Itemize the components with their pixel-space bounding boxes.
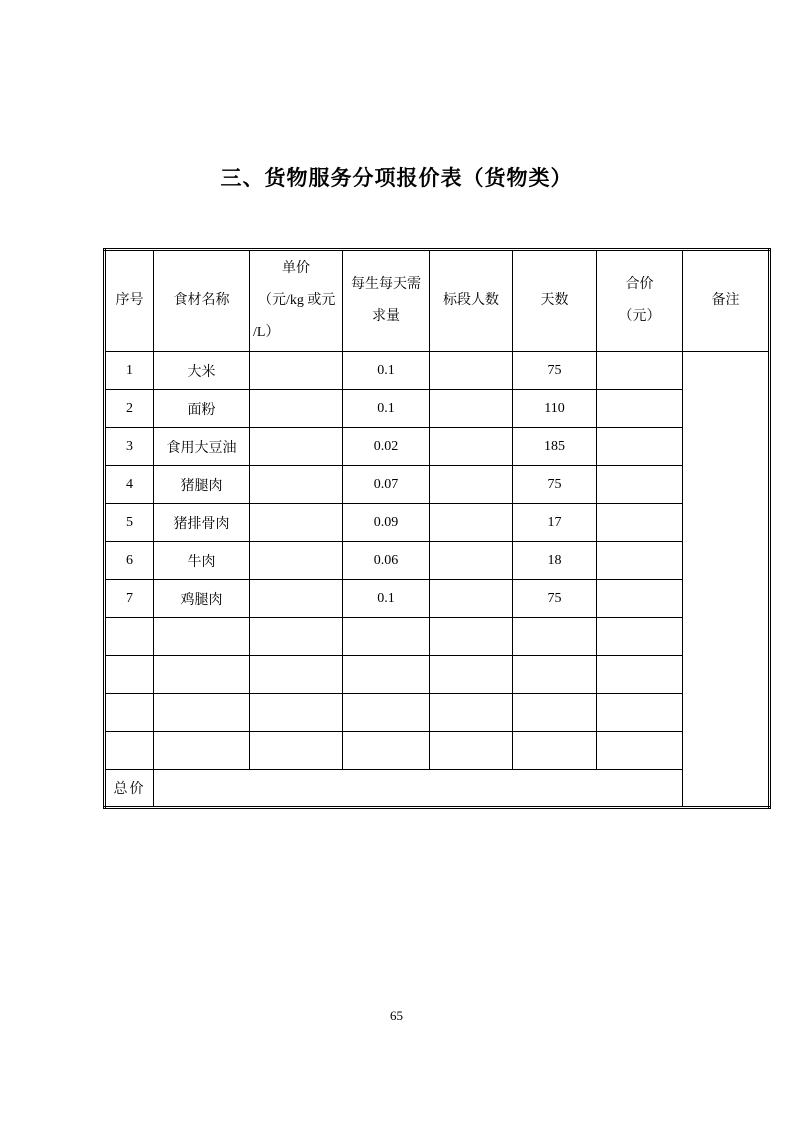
cell-unit-price bbox=[250, 580, 343, 618]
header-label-line: （元/kg 或元 bbox=[258, 293, 336, 308]
cell-demand bbox=[343, 656, 430, 694]
col-header-remark bbox=[683, 250, 770, 352]
cell-demand: 0.09 bbox=[343, 504, 430, 542]
cell-total bbox=[597, 352, 683, 390]
cell-no: 6 bbox=[105, 542, 154, 580]
cell-demand: 0.02 bbox=[343, 428, 430, 466]
cell-total bbox=[597, 466, 683, 504]
cell-demand bbox=[343, 694, 430, 732]
cell-people bbox=[430, 428, 513, 466]
cell-total bbox=[597, 618, 683, 656]
header-label-line: （元） bbox=[618, 309, 661, 324]
cell-name: 食用大豆油 bbox=[154, 428, 250, 466]
cell-demand: 0.06 bbox=[343, 542, 430, 580]
cell-unit-price bbox=[250, 504, 343, 542]
cell-people bbox=[430, 390, 513, 428]
cell-days bbox=[513, 732, 597, 770]
header-label: 备注 bbox=[711, 293, 740, 308]
col-header-unit-price bbox=[250, 250, 343, 352]
cell-no: 1 bbox=[105, 352, 154, 390]
cell-people bbox=[430, 656, 513, 694]
cell-unit-price bbox=[250, 352, 343, 390]
cell-unit-price bbox=[250, 390, 343, 428]
cell-total bbox=[597, 732, 683, 770]
col-header-total bbox=[597, 250, 683, 352]
cell-people bbox=[430, 352, 513, 390]
cell-unit-price bbox=[250, 656, 343, 694]
cell-demand: 0.1 bbox=[343, 352, 430, 390]
cell-no: 3 bbox=[105, 428, 154, 466]
cell-days: 18 bbox=[513, 542, 597, 580]
header-label: 天数 bbox=[540, 293, 569, 308]
cell-unit-price bbox=[250, 466, 343, 504]
col-header-people bbox=[430, 250, 513, 352]
cell-remark-merged bbox=[683, 352, 770, 808]
cell-days bbox=[513, 656, 597, 694]
cell-total bbox=[597, 390, 683, 428]
total-row bbox=[105, 770, 770, 808]
cell-people bbox=[430, 466, 513, 504]
table-row bbox=[105, 428, 770, 466]
cell-name bbox=[154, 656, 250, 694]
header-label: 标段人数 bbox=[443, 293, 499, 308]
cell-days: 185 bbox=[513, 428, 597, 466]
table-row bbox=[105, 694, 770, 732]
cell-name: 鸡腿肉 bbox=[154, 580, 250, 618]
cell-unit-price bbox=[250, 428, 343, 466]
header-label-line: 求量 bbox=[372, 309, 400, 324]
cell-demand bbox=[343, 732, 430, 770]
cell-days bbox=[513, 618, 597, 656]
cell-unit-price bbox=[250, 694, 343, 732]
cell-name bbox=[154, 618, 250, 656]
cell-unit-price bbox=[250, 542, 343, 580]
cell-name: 牛肉 bbox=[154, 542, 250, 580]
header-label: 食材名称 bbox=[173, 293, 230, 308]
cell-no: 2 bbox=[105, 390, 154, 428]
page-number: 65 bbox=[390, 1008, 403, 1023]
header-row bbox=[105, 250, 770, 352]
cell-people bbox=[430, 542, 513, 580]
cell-people bbox=[430, 504, 513, 542]
cell-total bbox=[597, 656, 683, 694]
col-header-days bbox=[513, 250, 597, 352]
table-row bbox=[105, 618, 770, 656]
table-header bbox=[105, 250, 770, 352]
cell-no: 7 bbox=[105, 580, 154, 618]
cell-days: 110 bbox=[513, 390, 597, 428]
header-label-line: /L） bbox=[253, 325, 280, 340]
header-label-line: 单价 bbox=[282, 261, 310, 276]
cell-name: 大米 bbox=[154, 352, 250, 390]
cell-total bbox=[597, 504, 683, 542]
cell-no bbox=[105, 656, 154, 694]
cell-people bbox=[430, 694, 513, 732]
table-body bbox=[105, 352, 770, 808]
cell-no bbox=[105, 694, 154, 732]
cell-people bbox=[430, 732, 513, 770]
table-row bbox=[105, 656, 770, 694]
table-row bbox=[105, 732, 770, 770]
price-table bbox=[103, 248, 771, 809]
cell-unit-price bbox=[250, 732, 343, 770]
cell-total bbox=[597, 694, 683, 732]
total-value-cell bbox=[154, 770, 683, 808]
cell-total bbox=[597, 428, 683, 466]
cell-name bbox=[154, 694, 250, 732]
header-label: 序号 bbox=[115, 293, 144, 308]
cell-name: 猪腿肉 bbox=[154, 466, 250, 504]
total-label-cell: 总价 bbox=[105, 770, 154, 808]
cell-demand: 0.1 bbox=[343, 390, 430, 428]
table-row bbox=[105, 504, 770, 542]
cell-no bbox=[105, 618, 154, 656]
table-row bbox=[105, 580, 770, 618]
cell-people bbox=[430, 580, 513, 618]
col-header-no bbox=[105, 250, 154, 352]
cell-no: 5 bbox=[105, 504, 154, 542]
cell-total bbox=[597, 580, 683, 618]
cell-demand bbox=[343, 618, 430, 656]
table-row bbox=[105, 352, 770, 390]
cell-name bbox=[154, 732, 250, 770]
col-header-name bbox=[154, 250, 250, 352]
cell-no: 4 bbox=[105, 466, 154, 504]
cell-demand: 0.1 bbox=[343, 580, 430, 618]
cell-name: 猪排骨肉 bbox=[154, 504, 250, 542]
header-label-line: 每生每天需 bbox=[351, 277, 421, 292]
cell-days bbox=[513, 694, 597, 732]
cell-unit-price bbox=[250, 618, 343, 656]
cell-no bbox=[105, 732, 154, 770]
table-row bbox=[105, 390, 770, 428]
cell-people bbox=[430, 618, 513, 656]
cell-days: 17 bbox=[513, 504, 597, 542]
cell-demand: 0.07 bbox=[343, 466, 430, 504]
header-label-line: 合价 bbox=[625, 277, 654, 292]
cell-total bbox=[597, 542, 683, 580]
price-table-container bbox=[103, 248, 771, 809]
cell-days: 75 bbox=[513, 466, 597, 504]
page-title: 三、货物服务分项报价表（货物类） bbox=[220, 167, 573, 190]
table-row bbox=[105, 542, 770, 580]
col-header-demand bbox=[343, 250, 430, 352]
cell-days: 75 bbox=[513, 580, 597, 618]
cell-days: 75 bbox=[513, 352, 597, 390]
cell-name: 面粉 bbox=[154, 390, 250, 428]
table-row bbox=[105, 466, 770, 504]
